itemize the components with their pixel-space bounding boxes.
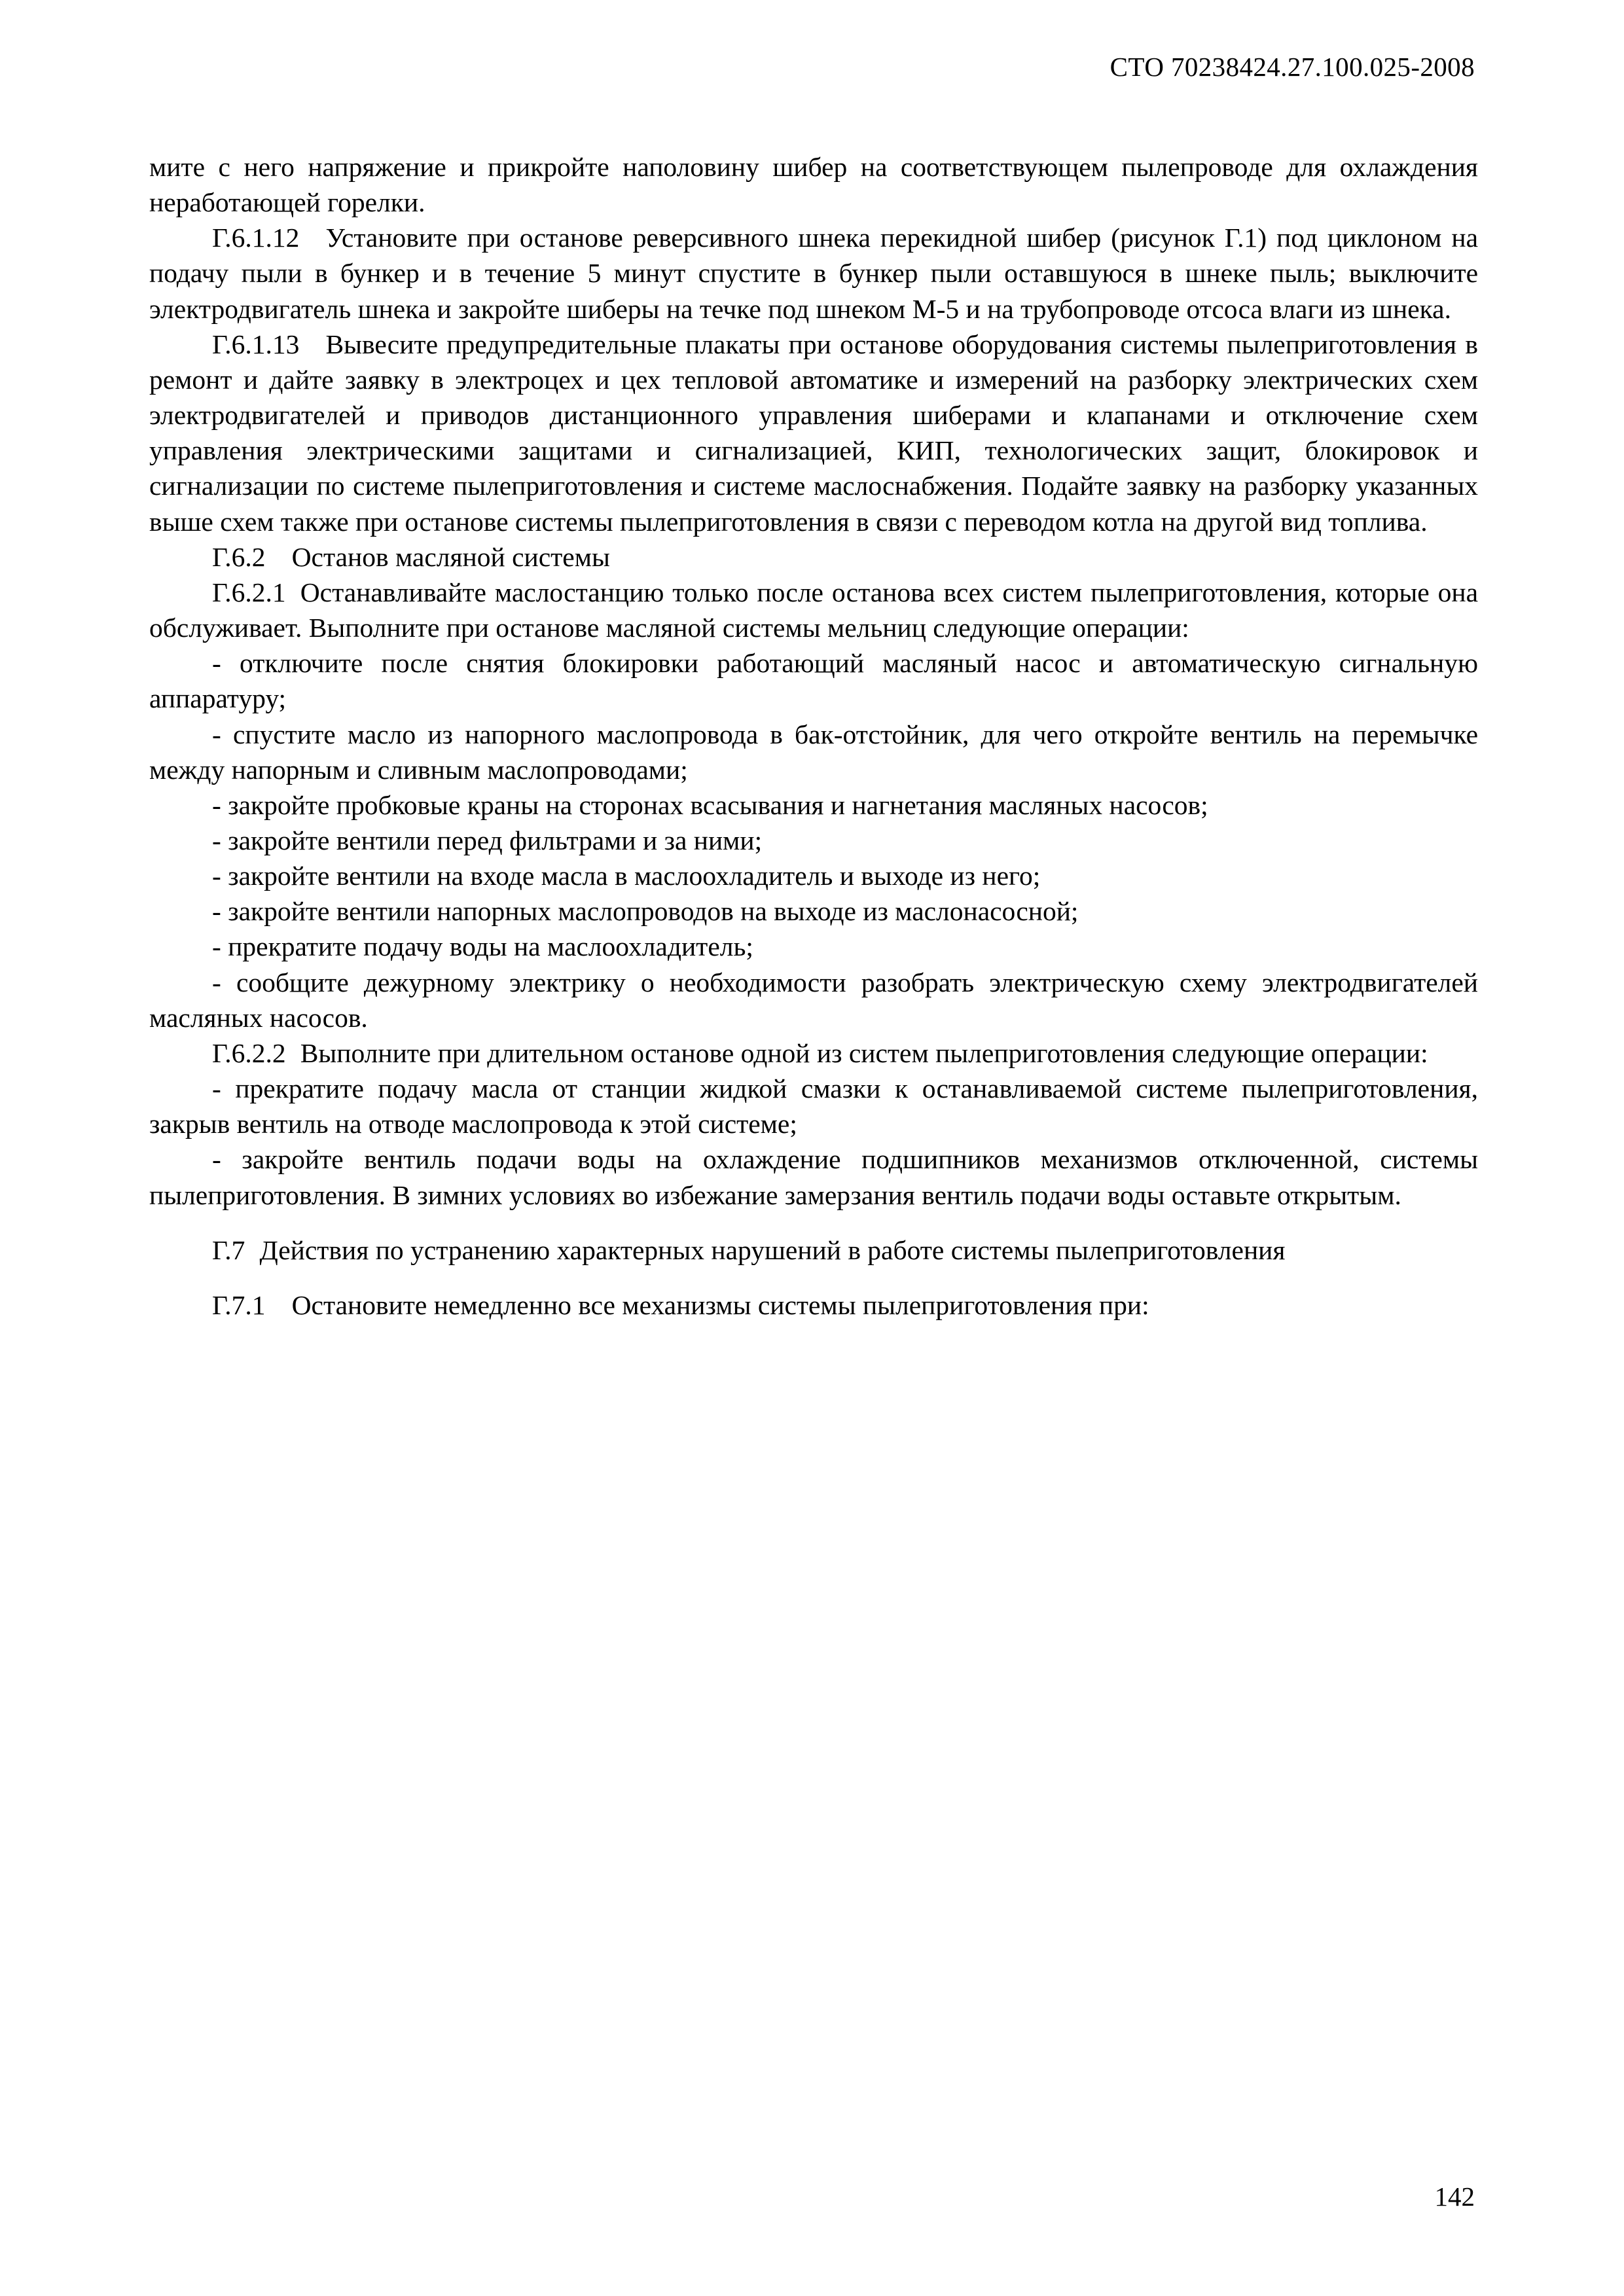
paragraph-g-7-1 xyxy=(149,1287,1478,1323)
paragraph-text: Выполните при длительном останове одной из систем пылеприготовления следующие операции: xyxy=(300,1037,1428,1068)
list-item xyxy=(149,893,1478,929)
list-item xyxy=(149,1071,1478,1141)
list-item-text: - закройте пробковые краны на сторонах всасывания и нагнетания масляных насосов; xyxy=(212,789,1208,820)
list-item-text: - спустите масло из напорного маслопровода в бак-отстойник, для чего откройте вентиль на перемычке между напорным и сливным маслопроводами; xyxy=(149,719,1478,785)
page-header-standard-number: СТО 70238424.27.100.025-2008 xyxy=(1110,52,1475,82)
list-item xyxy=(149,965,1478,1035)
clause-number: Г.7 xyxy=(212,1234,245,1265)
paragraph-text: Остановите немедленно все механизмы системы пылеприготовления при: xyxy=(291,1289,1149,1320)
list-item-text: - закройте вентиль подачи воды на охлаждение подшипников механизмов отключенной, системы пылеприготовления. В зимних условиях во избежание замерзания вентиль подачи воды оставьте открытым. xyxy=(149,1144,1478,1210)
clause-number: Г.6.2.2 xyxy=(212,1037,286,1068)
paragraph-text: мите с него напряжение и прикройте наполовину шибер на соответствующем пылепроводе для охлаждения неработающей горелки. xyxy=(149,152,1478,218)
list-item xyxy=(149,1141,1478,1212)
list-item-text: - закройте вентили на входе масла в маслоохладитель и выходе из него; xyxy=(212,861,1041,891)
clause-number: Г.6.1.13 xyxy=(212,329,300,359)
list-item xyxy=(149,787,1478,823)
list-item-text: - закройте вентили перед фильтрами и за ними; xyxy=(212,825,763,855)
paragraph-g-6-2-2 xyxy=(149,1035,1478,1071)
clause-number: Г.7.1 xyxy=(212,1289,266,1320)
list-item-text: - прекратите подачу масла от станции жидкой смазки к останавливаемой системе пылеприготовления, закрыв вентиль на отводе маслопровода к этой системе; xyxy=(149,1073,1478,1139)
heading-text: Действия по устранению характерных нарушений в работе системы пылеприготовления xyxy=(259,1234,1286,1265)
paragraph-g-6-1-13 xyxy=(149,327,1478,539)
list-item xyxy=(149,823,1478,858)
list-item xyxy=(149,858,1478,893)
heading-text: Останов масляной системы xyxy=(291,541,610,572)
list-item xyxy=(149,717,1478,787)
paragraph-g-6-1-12 xyxy=(149,220,1478,326)
list-item xyxy=(149,645,1478,716)
paragraph-g-6-2-1 xyxy=(149,575,1478,645)
list-item xyxy=(149,929,1478,964)
heading-g-7 xyxy=(149,1232,1478,1268)
heading-g-6-2 xyxy=(149,539,1478,575)
list-item-text: - сообщите дежурному электрику о необходимости разобрать электрическую схему электродвигателей масляных насосов. xyxy=(149,967,1478,1033)
clause-number: Г.6.2.1 xyxy=(212,577,286,607)
list-item-text: - прекратите подачу воды на маслоохладитель; xyxy=(212,931,753,962)
clause-number: Г.6.2 xyxy=(212,541,266,572)
list-item-text: - закройте вентили напорных маслопроводов на выходе из маслонасосной; xyxy=(212,896,1079,927)
paragraph-text: Установите при останове реверсивного шнека перекидной шибер (рисунок Г.1) под циклоном на подачу пыли в бункер и в течение 5 минут спустите в бункер пыли оставшуюся в шнеке пыль; выключите электродвигатель шнека и закройте шиберы на течке под шнеком М-5 и на трубопроводе отсоса влаги из шнека. xyxy=(149,223,1478,324)
page-body xyxy=(149,149,1478,1323)
list-item-text: - отключите после снятия блокировки работающий масляный насос и автоматическую сигнальную аппаратуру; xyxy=(149,648,1478,714)
paragraph-continuation xyxy=(149,149,1478,220)
paragraph-text: Останавливайте маслостанцию только после останова всех систем пылеприготовления, которые она обслуживает. Выполните при останове масляной системы мельниц следующие операции: xyxy=(149,577,1478,643)
page-number: 142 xyxy=(1434,2181,1475,2212)
clause-number: Г.6.1.12 xyxy=(212,223,300,253)
paragraph-text: Вывесите предупредительные плакаты при останове оборудования системы пылеприготовления в ремонт и дайте заявку в электроцех и цех тепловой автоматике и измерений на разборку электрических схем электродвигателей и приводов дистанционного управления шиберами и клапанами и отключение схем управления электрическими защитами и сигнализацией, КИП, технологических защит, блокировок и сигнализации по системе пылеприготовления и системе маслоснабжения. Подайте заявку на разборку указанных выше схем также при останове системы пылеприготовления в связи с переводом котла на другой вид топлива. xyxy=(149,329,1478,537)
